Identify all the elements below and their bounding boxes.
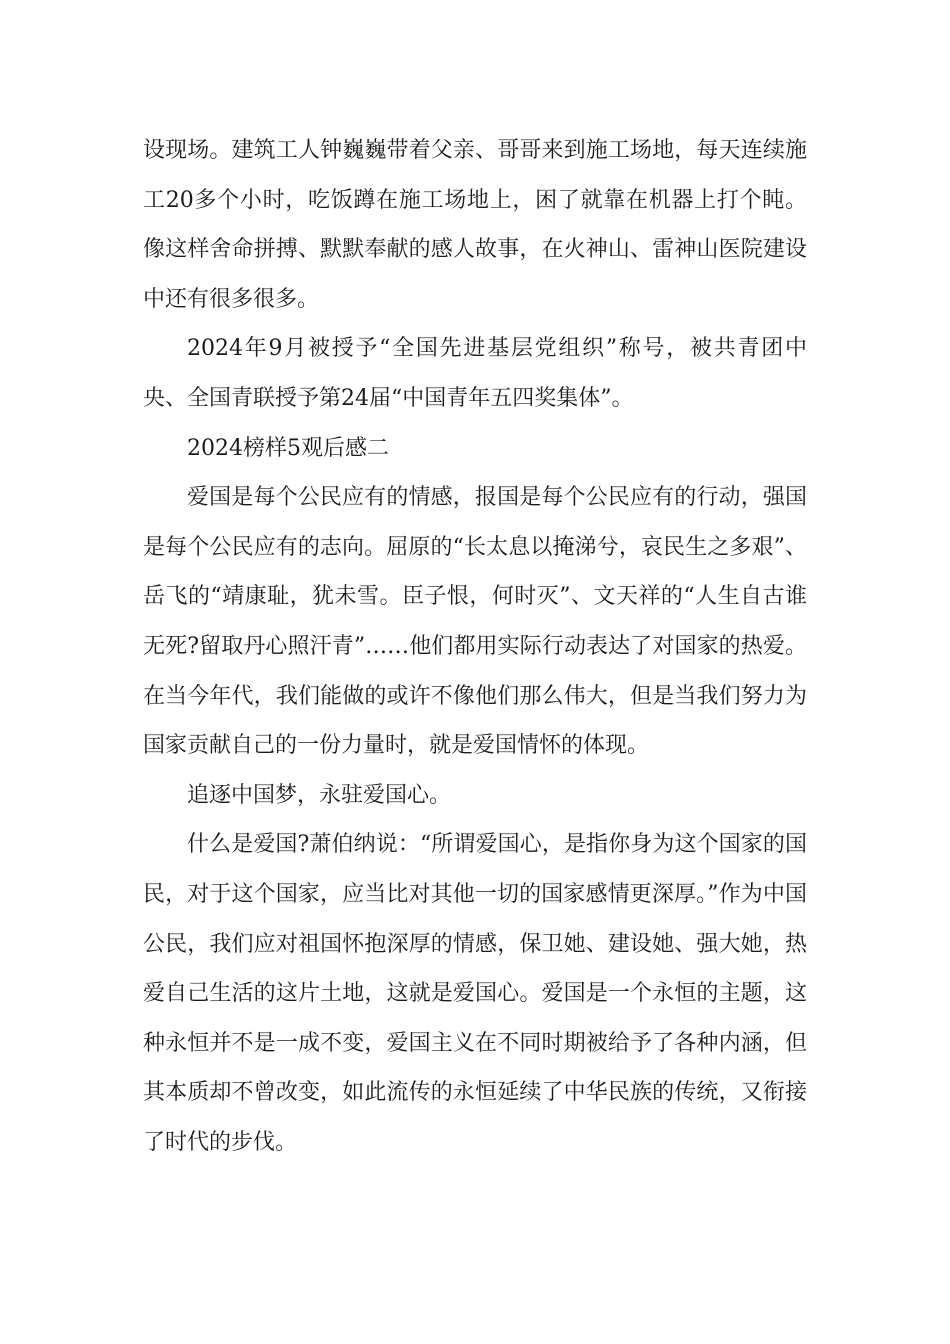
paragraph-patriotism: 爱国是每个公民应有的情感，报国是每个公民应有的行动，强国是每个公民应有的志向。屈原的“长太息以掩涕兮，哀民生之多艰”、岳飞的“靖康耻，犹未雪。臣子恨，何时灭”、文天祥的“人生自古谁无死?留取丹心照汗青”……他们都用实际行动表达了对国家的热爱。在当今年代，我们能做的或许不像他们那么伟大，但是当我们努力为国家贡献自己的一份力量时，就是爱国情怀的体现。: [143, 485, 807, 759]
section-heading: 2024榜样5观后感二: [187, 435, 389, 461]
document-body: [143, 126, 807, 1167]
paragraph-slogan: 追逐中国梦，永驻爱国心。: [187, 782, 452, 808]
paragraph-definition: 什么是爱国?萧伯纳说：“所谓爱国心，是指你身为这个国家的国民，对于这个国家，应当比对其他一切的国家感情更深厚。”作为中国公民，我们应对祖国怀抱深厚的情感，保卫她、建设她、强大她，热爱自己生活的这片土地，这就是爱国心。爱国是一个永恒的主题，这种永恒并不是一成不变，爱国主义在不同时期被给予了各种内涵，但其本质却不曾改变，如此流传的永恒延续了中华民族的传统，又衔接了时代的步伐。: [143, 832, 807, 1155]
paragraph-award: 2024年9月被授予“全国先进基层党组织”称号，被共青团中央、全国青联授予第24届“中国青年五四奖集体”。: [143, 336, 807, 411]
paragraph-continuation: 设现场。建筑工人钟巍巍带着父亲、哥哥来到施工场地，每天连续施工20多个小时，吃饭蹲在施工场地上，困了就靠在机器上打个盹。像这样舍命拼搏、默默奉献的感人故事，在火神山、雷神山医院建设中还有很多很多。: [143, 138, 807, 312]
